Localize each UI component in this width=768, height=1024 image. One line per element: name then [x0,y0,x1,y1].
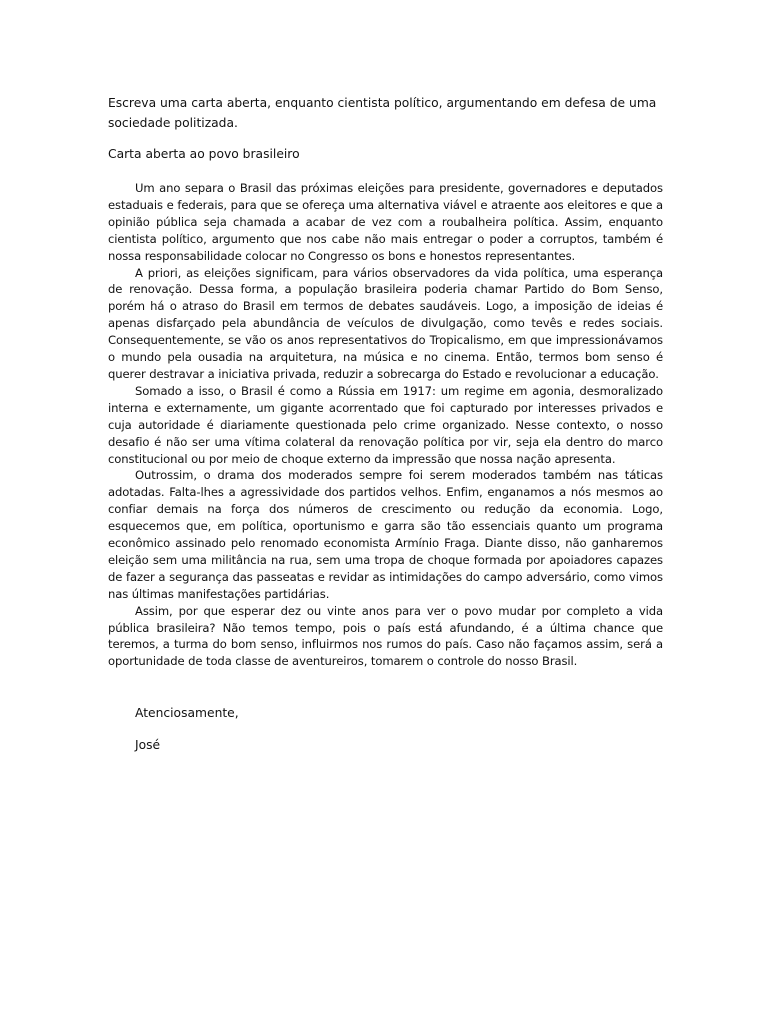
letter-closing: Atenciosamente, [135,706,239,720]
letter-signature: José [135,738,161,752]
essay-prompt: Escreva uma carta aberta, enquanto cientista político, argumentando em defesa de uma sociedade politizada. [108,96,657,130]
paragraph: Outrossim, o drama dos moderados sempre foi serem moderados também nas táticas adotadas. Falta-lhes a agressividade dos partidos velhos. Enfim, enganamos a nós mesmos ao confiar demais na força dos números de crescimento ou redução da economia. Logo, esquecemos que, em política, oportunismo e garra são tão essenciais quanto um programa econômico assinado pelo renomado economista Armínio Fraga. Diante disso, não ganharemos eleição sem uma militância na rua, sem uma tropa de choque formada por apoiadores capazes de fazer a segurança das passeatas e revidar as intimidações do campo adversário, como vimos nas últimas manifestações partidárias. [108,468,663,601]
paragraph: A priori, as eleições significam, para vários observadores da vida política, uma esperança de renovação. Dessa forma, a população brasileira poderia chamar Partido do Bom Senso, porém há o atraso do Brasil em termos de debates saudáveis. Logo, a imposição de ideias é apenas disfarçado pela abundância de veículos de divulgação, como tevês e redes sociais. Consequentemente, se vão os anos representativos do Tropicalismo, em que impressionávamos o mundo pela ousadia na arquitetura, na música e no cinema. Então, termos bom senso é querer destravar a iniciativa privada, reduzir a sobrecarga do Estado e revolucionar a educação. [108,265,663,381]
paragraph: Assim, por que esperar dez ou vinte anos para ver o povo mudar por completo a vida pública brasileira? Não temos tempo, pois o país está afundando, é a última chance que teremos, a turma do bom senso, influirmos nos rumos do país. Caso não façamos assim, será a oportunidade de toda classe de aventureiros, tomarem o controle do nosso Brasil. [108,603,663,669]
letter-title: Carta aberta ao povo brasileiro [108,147,300,161]
letter-body [108,180,663,670]
paragraph: Um ano separa o Brasil das próximas eleições para presidente, governadores e deputados estaduais e federais, para que se ofereça uma alternativa viável e atraente aos eleitores e que a opinião pública seja chamada a acabar de vez com a roubalheira política. Assim, enquanto cientista político, argumento que nos cabe não mais entregar o poder a corruptos, também é nossa responsabilidade colocar no Congresso os bons e honestos representantes. [108,181,663,263]
paragraph: Somado a isso, o Brasil é como a Rússia em 1917: um regime em agonia, desmoralizado interna e externamente, um gigante acorrentado que foi capturado por interesses privados e cuja autoridade é diariamente questionada pelo crime organizado. Nesse contexto, o nosso desafio é não ser uma vítima colateral da renovação política por vir, seja ela dentro do marco constitucional ou por meio de choque externo da impressão que nossa nação apresenta. [108,383,663,466]
